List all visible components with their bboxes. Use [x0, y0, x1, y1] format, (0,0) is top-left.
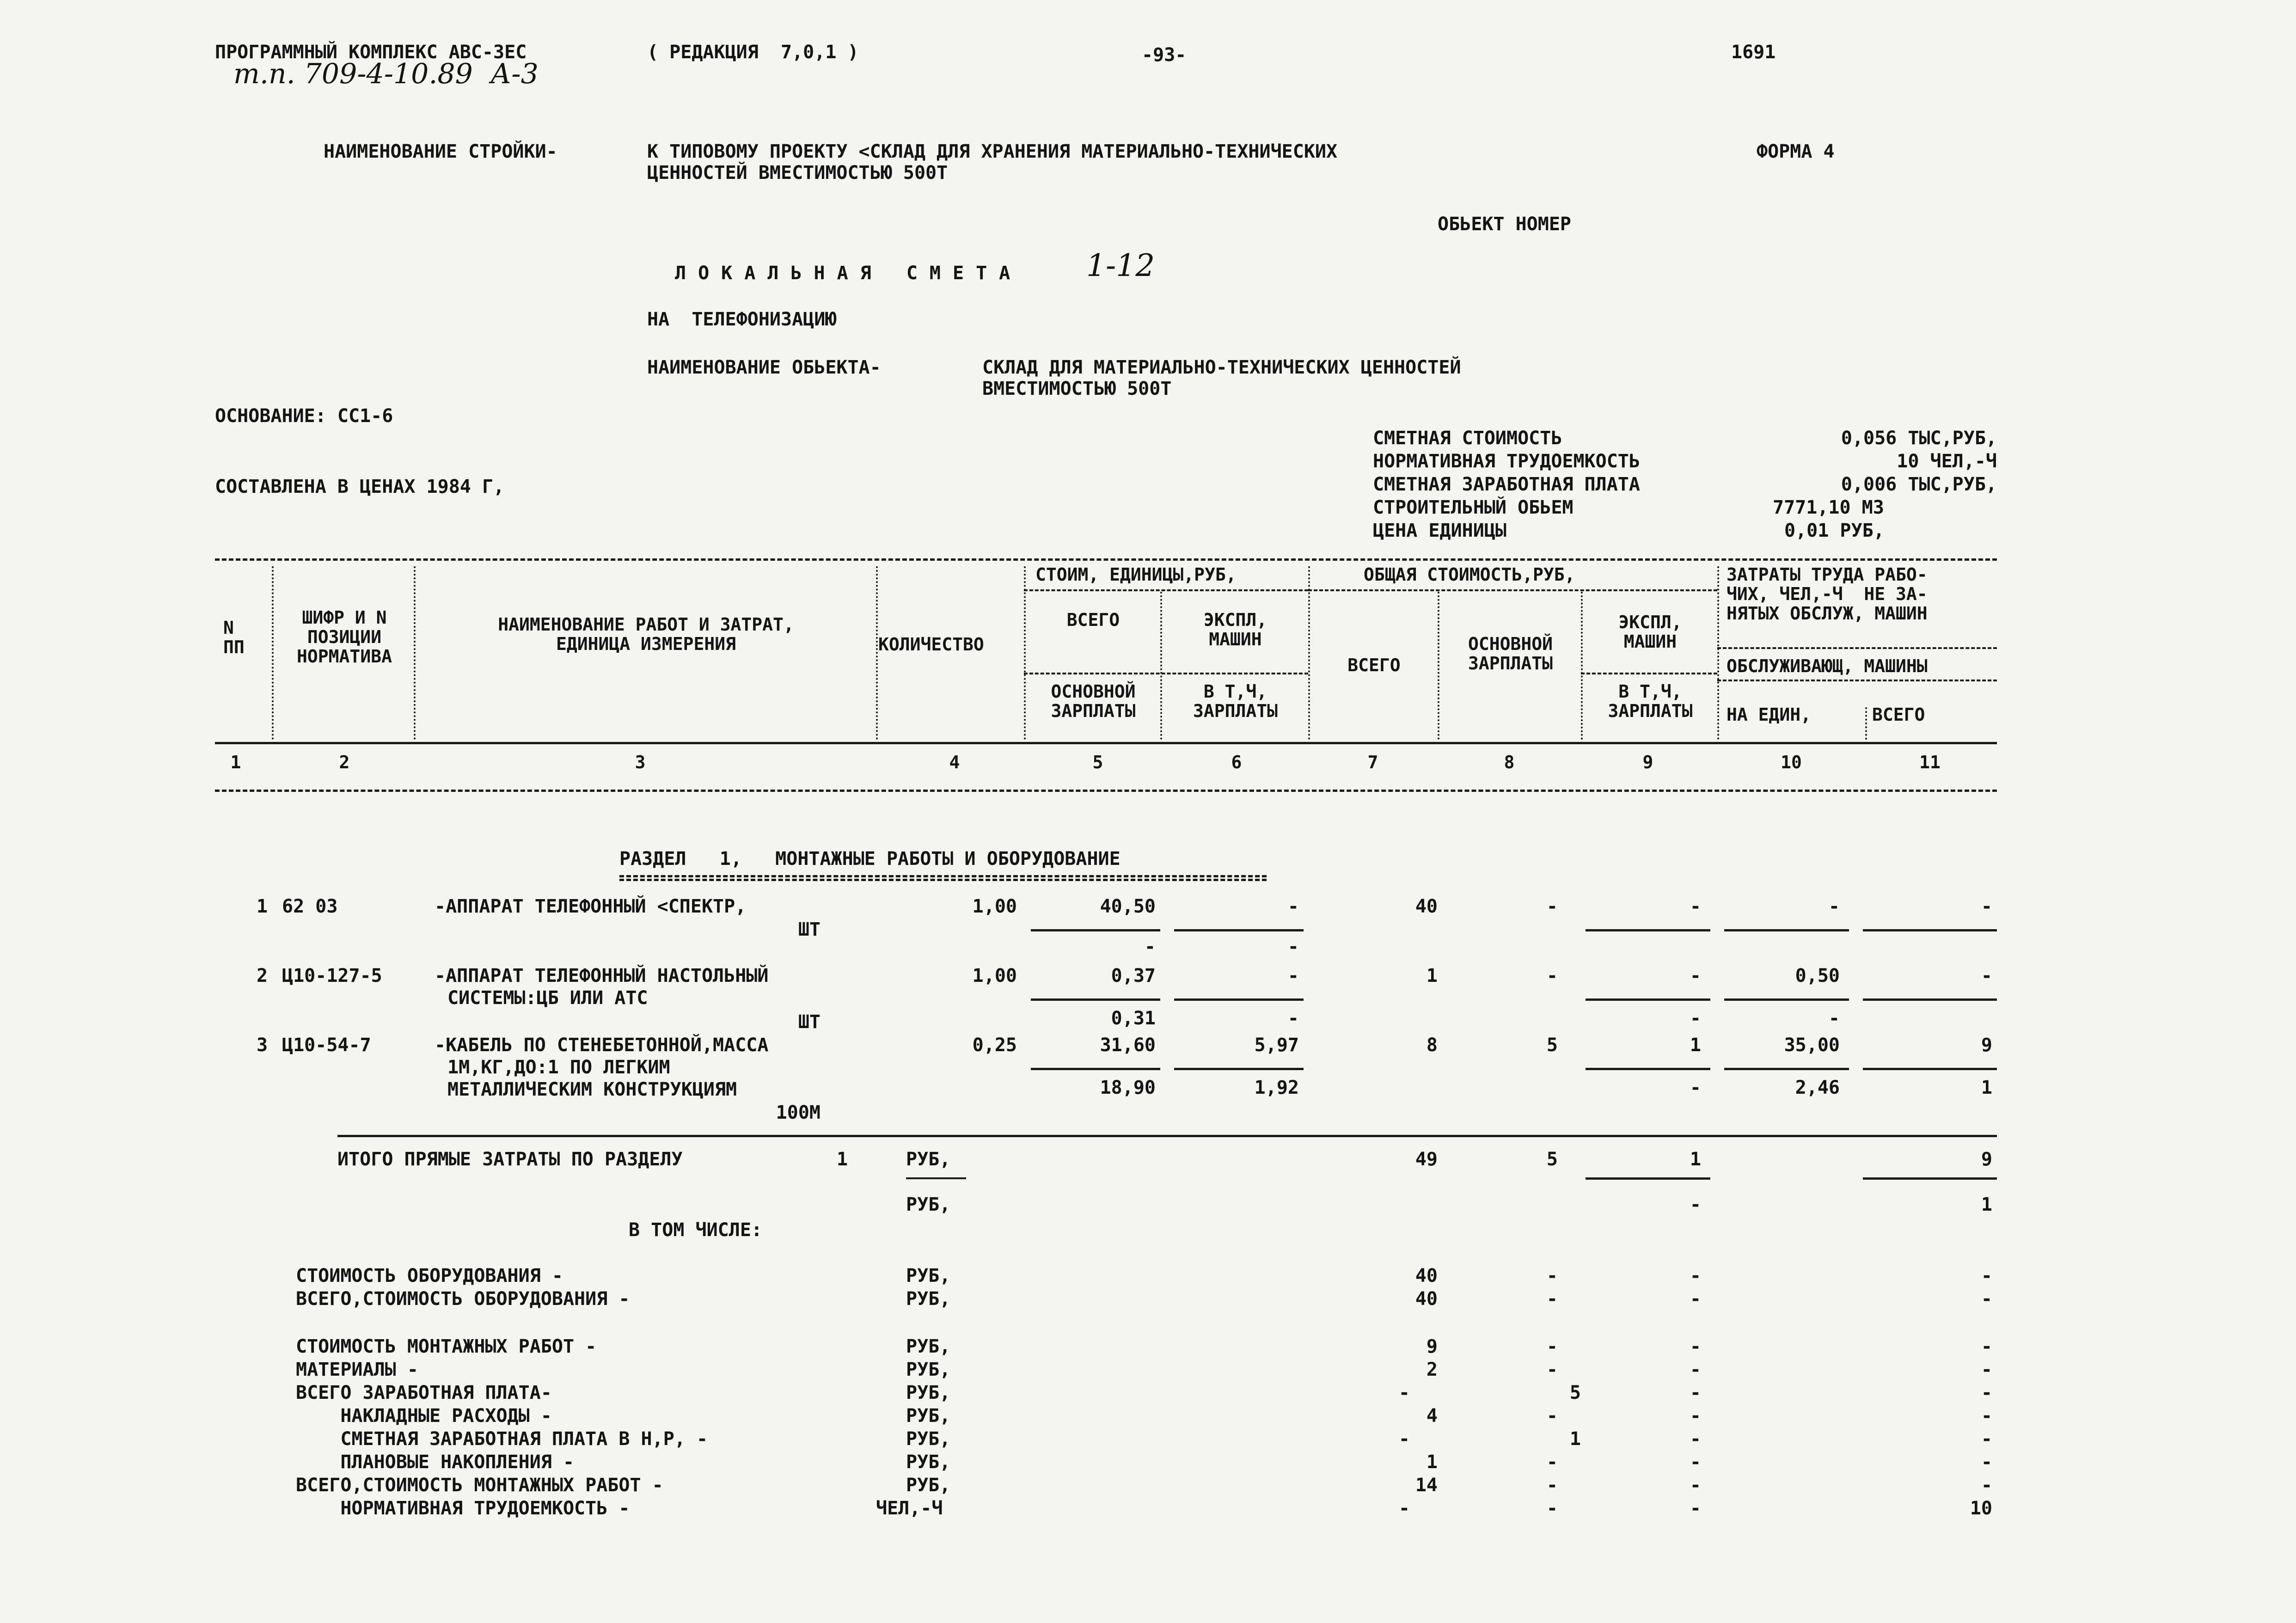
breakdown-total: 14	[1415, 1475, 1438, 1496]
breakdown-labor: -	[1981, 1288, 1992, 1310]
breakdown-wage: -	[1546, 1452, 1558, 1473]
cell-rule	[1031, 1068, 1160, 1070]
breakdown-total: -	[1398, 1428, 1410, 1450]
breakdown-unit: РУБ,	[906, 1265, 951, 1286]
col-head-labor: ЗАТРАТЫ ТРУДА РАБО- ЧИХ, ЧЕЛ,-Ч НЕ ЗА- НЯТЫХ ОБСЛУЖ, МАШИН	[1727, 564, 1928, 624]
row-unit-machines: 5,97	[1254, 1035, 1299, 1056]
breakdown-label: НОРМАТИВНАЯ ТРУДОЕМКОСТЬ -	[296, 1498, 630, 1519]
col-number: 3	[635, 752, 646, 772]
section-underline	[619, 879, 1267, 881]
form-number: ФОРМА 4	[1757, 141, 1835, 162]
cell-rule	[1863, 929, 1997, 931]
header-rule	[1717, 647, 1997, 649]
breakdown-wage: -	[1546, 1498, 1558, 1519]
breakdown-unit: РУБ,	[906, 1428, 951, 1450]
header-rule	[1581, 673, 1717, 674]
row-total: 40	[1415, 896, 1438, 917]
col-head-number: N ПП	[223, 618, 245, 657]
row-total-wage: -	[1546, 965, 1558, 986]
row-unit-wage: 0,31	[1111, 1008, 1156, 1029]
breakdown-wage: 5	[1569, 1382, 1581, 1403]
cell-rule	[1586, 998, 1710, 1001]
col-head-11: ВСЕГО	[1872, 704, 1925, 725]
breakdown-label: ВСЕГО ЗАРАБОТНАЯ ПЛАТА-	[296, 1382, 552, 1403]
breakdown-total: 4	[1426, 1405, 1438, 1427]
header-rule	[1717, 680, 1997, 681]
row-labor-total: -	[1981, 896, 1992, 917]
row-name: -АППАРАТ ТЕЛЕФОННЫЙ НАСТОЛЬНЫЙ	[435, 965, 769, 986]
breakdown-total: 40	[1415, 1265, 1438, 1286]
totals-section-number: 1	[837, 1149, 848, 1170]
object-label: НАИМЕНОВАНИЕ ОБЬЕКТА-	[647, 357, 881, 378]
row-unit-wage: -	[1144, 936, 1156, 957]
row-name: -АППАРАТ ТЕЛЕФОННЫЙ <СПЕКТР,	[435, 896, 747, 917]
breakdown-labor: -	[1981, 1475, 1992, 1496]
breakdown-label: СТОИМОСТЬ ОБОРУДОВАНИЯ -	[296, 1265, 563, 1286]
breakdown-machines: -	[1690, 1288, 1701, 1310]
row-quantity: 1,00	[972, 965, 1017, 986]
breakdown-machines: -	[1690, 1452, 1701, 1473]
row-name: СИСТЕМЫ:ЦБ ИЛИ АТС	[447, 987, 648, 1009]
totals-label: ИТОГО ПРЯМЫЕ ЗАТРАТЫ ПО РАЗДЕЛУ	[337, 1149, 683, 1170]
row-labor-unit: 0,50	[1795, 965, 1840, 986]
breakdown-machines: -	[1690, 1336, 1701, 1357]
summary-value: 0,006 ТЫС,РУБ,	[1841, 474, 1997, 495]
column-divider	[1717, 566, 1719, 740]
page-number: -93-	[1142, 44, 1187, 66]
header-bottom-rule	[215, 742, 1997, 744]
row-total-machines: -	[1690, 965, 1701, 986]
summary-label: СМЕТНАЯ ЗАРАБОТНАЯ ПЛАТА	[1373, 474, 1640, 495]
row-unit-wage: 18,90	[1100, 1077, 1156, 1098]
breakdown-unit: РУБ,	[906, 1382, 951, 1403]
col-head-6-top: ЭКСПЛ, МАШИН	[1203, 610, 1267, 649]
totals-unit-2: РУБ,	[906, 1194, 951, 1215]
breakdown-wage: -	[1546, 1336, 1558, 1357]
col-number: 6	[1231, 752, 1242, 772]
col-head-9-bottom: В Т,Ч, ЗАРПЛАТЫ	[1608, 681, 1693, 721]
col-number: 9	[1642, 752, 1653, 772]
breakdown-unit: РУБ,	[906, 1288, 951, 1310]
header-rule	[1308, 589, 1717, 591]
column-divider	[1438, 592, 1439, 740]
row-quantity: 1,00	[972, 896, 1017, 917]
breakdown-labor: -	[1981, 1359, 1992, 1380]
row-number: 1	[257, 896, 268, 917]
row-total-machines: 1	[1690, 1035, 1701, 1056]
breakdown-unit: РУБ,	[906, 1405, 951, 1427]
col-number: 2	[339, 752, 350, 772]
column-number-rule	[215, 790, 1997, 792]
row-unit-machine-wage: -	[1287, 1008, 1299, 1029]
breakdown-labor: -	[1981, 1405, 1992, 1427]
summary-value: 10 ЧЕЛ,-Ч	[1897, 451, 1997, 472]
cell-rule	[1586, 1177, 1710, 1180]
col-number: 11	[1919, 752, 1941, 772]
column-divider	[272, 566, 274, 740]
row-labor-total: -	[1981, 965, 1992, 986]
program-name: ПРОГРАММНЫЙ КОМПЛЕКС АВС-3ЕС	[215, 42, 527, 63]
column-divider	[1308, 566, 1310, 740]
header-rule	[1024, 589, 1308, 591]
sheet-number: 1691	[1731, 42, 1776, 63]
row-total-machine-wage: -	[1690, 1008, 1701, 1029]
row-unit-machines: -	[1287, 965, 1299, 986]
summary-label: СТРОИТЕЛЬНЫЙ ОБЬЕМ	[1373, 497, 1574, 518]
cell-rule	[1174, 1068, 1304, 1070]
cell-rule	[1586, 1068, 1710, 1070]
row-number: 2	[257, 965, 268, 986]
col-number: 10	[1781, 752, 1802, 772]
breakdown-labor: -	[1981, 1428, 1992, 1450]
col-head-5-bottom: ОСНОВНОЙ ЗАРПЛАТЫ	[1051, 681, 1136, 721]
estimate-title: ЛОКАЛЬНАЯ СМЕТА	[675, 263, 1022, 284]
col-number: 8	[1504, 752, 1515, 772]
object-number-label: ОБЬЕКТ НОМЕР	[1438, 214, 1571, 235]
row-labor-unit-machine: -	[1828, 1008, 1840, 1029]
breakdown-wage: -	[1546, 1265, 1558, 1286]
construction-line-2: ЦЕННОСТЕЙ ВМЕСТИМОСТЬЮ 500Т	[647, 162, 948, 184]
column-divider	[1024, 566, 1026, 740]
cell-rule	[1174, 929, 1304, 931]
totals-machines: 1	[1690, 1149, 1701, 1170]
row-labor-total-machine: 1	[1981, 1077, 1992, 1098]
section-title: РАЗДЕЛ 1, МОНТАЖНЫЕ РАБОТЫ И ОБОРУДОВАНИЕ	[619, 848, 1120, 870]
col-head-name: НАИМЕНОВАНИЕ РАБОТ И ЗАТРАТ, ЕДИНИЦА ИЗМЕРЕНИЯ	[498, 614, 794, 654]
breakdown-unit: РУБ,	[906, 1475, 951, 1496]
breakdown-wage: 1	[1569, 1428, 1581, 1450]
totals-labor-machine: 1	[1981, 1194, 1992, 1215]
col-number: 7	[1367, 752, 1378, 772]
totals-including: В ТОМ ЧИСЛЕ:	[629, 1219, 762, 1241]
breakdown-machines: -	[1690, 1265, 1701, 1286]
cell-rule	[1174, 998, 1304, 1001]
cell-rule	[906, 1177, 966, 1179]
totals-machine-wage: -	[1690, 1194, 1701, 1215]
row-total: 8	[1426, 1035, 1438, 1056]
breakdown-total: 40	[1415, 1288, 1438, 1310]
row-number: 3	[257, 1035, 268, 1056]
breakdown-total: -	[1398, 1382, 1410, 1403]
construction-label: НАИМЕНОВАНИЕ СТРОЙКИ-	[324, 141, 557, 162]
row-quantity: 0,25	[972, 1035, 1017, 1056]
breakdown-machines: -	[1690, 1428, 1701, 1450]
breakdown-labor: -	[1981, 1382, 1992, 1403]
breakdown-wage: -	[1546, 1475, 1558, 1496]
col-head-9-top: ЭКСПЛ, МАШИН	[1618, 612, 1682, 652]
col-head-5-top: ВСЕГО	[1066, 610, 1120, 630]
row-unit-machine-wage: 1,92	[1254, 1077, 1299, 1098]
cell-rule	[1863, 1177, 1997, 1180]
summary-label: НОРМАТИВНАЯ ТРУДОЕМКОСТЬ	[1373, 451, 1640, 472]
row-unit-total: 31,60	[1100, 1035, 1156, 1056]
col-head-unit-cost: СТОИМ, ЕДИНИЦЫ,РУБ,	[1035, 564, 1237, 585]
breakdown-machines: -	[1690, 1405, 1701, 1427]
row-total-wage: -	[1546, 896, 1558, 917]
breakdown-label: ПЛАНОВЫЕ НАКОПЛЕНИЯ -	[296, 1452, 575, 1473]
totals-labor: 9	[1981, 1149, 1992, 1170]
cell-rule	[1863, 1068, 1997, 1070]
breakdown-unit: РУБ,	[906, 1336, 951, 1357]
col-number: 1	[230, 752, 241, 772]
col-head-labor-sub: ОБСЛУЖИВАЮЩ, МАШИНЫ	[1727, 656, 1928, 676]
row-unit: 100М	[776, 1102, 820, 1123]
column-divider	[876, 566, 878, 740]
col-head-10: НА ЕДИН,	[1727, 704, 1812, 725]
col-head-quantity: КОЛИЧЕСТВО	[878, 634, 984, 655]
row-unit-total: 40,50	[1100, 896, 1156, 917]
breakdown-wage: -	[1546, 1405, 1558, 1427]
row-code: 62 03	[282, 896, 338, 917]
breakdown-unit: РУБ,	[906, 1359, 951, 1380]
edition: ( РЕДАКЦИЯ 7,0,1 )	[647, 42, 859, 63]
breakdown-wage: -	[1546, 1359, 1558, 1380]
column-divider	[1865, 707, 1867, 740]
column-divider	[1160, 592, 1162, 740]
price-basis: СОСТАВЛЕНА В ЦЕНАХ 1984 Г,	[215, 476, 505, 497]
row-name: -КАБЕЛЬ ПО СТЕНЕБЕТОННОЙ,МАССА	[435, 1035, 769, 1056]
row-unit: ШТ	[798, 1011, 820, 1033]
col-number: 5	[1092, 752, 1103, 772]
col-head-7: ВСЕГО	[1347, 655, 1401, 675]
breakdown-labor: -	[1981, 1265, 1992, 1286]
col-head-6-bottom: В Т,Ч, ЗАРПЛАТЫ	[1193, 681, 1278, 721]
row-name: 1М,КГ,ДО:1 ПО ЛЕГКИМ	[447, 1057, 670, 1078]
row-labor-unit: 35,00	[1784, 1035, 1840, 1056]
breakdown-total: 1	[1426, 1452, 1438, 1473]
breakdown-machines: -	[1690, 1382, 1701, 1403]
cell-rule	[1724, 1068, 1849, 1070]
breakdown-label: ВСЕГО,СТОИМОСТЬ МОНТАЖНЫХ РАБОТ -	[296, 1475, 663, 1496]
breakdown-label: МАТЕРИАЛЫ -	[296, 1359, 418, 1380]
breakdown-wage: -	[1546, 1288, 1558, 1310]
totals-total: 49	[1415, 1149, 1438, 1170]
breakdown-machines: -	[1690, 1498, 1701, 1519]
breakdown-unit: ЧЕЛ,-Ч	[876, 1498, 943, 1519]
breakdown-label: СМЕТНАЯ ЗАРАБОТНАЯ ПЛАТА В Н,Р, -	[296, 1428, 708, 1450]
col-number: 4	[949, 752, 960, 772]
estimate-purpose: НА ТЕЛЕФОНИЗАЦИЮ	[647, 309, 837, 330]
column-divider	[1581, 592, 1583, 740]
breakdown-unit: РУБ,	[906, 1452, 951, 1473]
row-code: Ц10-127-5	[282, 965, 382, 986]
breakdown-total: -	[1398, 1498, 1410, 1519]
breakdown-total: 2	[1426, 1359, 1438, 1380]
totals-top-rule	[337, 1135, 1997, 1137]
breakdown-labor: 10	[1970, 1498, 1992, 1519]
cell-rule	[1724, 998, 1849, 1001]
summary-value: 0,056 ТЫС,РУБ,	[1841, 428, 1997, 449]
cell-rule	[1863, 998, 1997, 1001]
row-unit-machine-wage: -	[1287, 936, 1299, 957]
object-line-1: СКЛАД ДЛЯ МАТЕРИАЛЬНО-ТЕХНИЧЕСКИХ ЦЕННОСТЕЙ	[982, 357, 1461, 378]
row-unit-machines: -	[1287, 896, 1299, 917]
object-line-2: ВМЕСТИМОСТЬЮ 500Т	[982, 378, 1172, 399]
section-underline	[619, 875, 1267, 877]
summary-label: ЦЕНА ЕДИНИЦЫ	[1373, 520, 1506, 541]
breakdown-label: НАКЛАДНЫЕ РАСХОДЫ -	[296, 1405, 552, 1427]
row-unit: ШТ	[798, 919, 820, 940]
row-code: Ц10-54-7	[282, 1035, 371, 1056]
breakdown-labor: -	[1981, 1336, 1992, 1357]
row-labor-unit: -	[1828, 896, 1840, 917]
col-head-total-cost: ОБЩАЯ СТОИМОСТЬ,РУБ,	[1364, 564, 1575, 585]
row-name: МЕТАЛЛИЧЕСКИМ КОНСТРУКЦИЯМ	[447, 1079, 737, 1100]
row-labor-unit-machine: 2,46	[1795, 1077, 1840, 1098]
handwritten-estimate-number: 1-12	[1086, 248, 1155, 283]
row-labor-total: 9	[1981, 1035, 1992, 1056]
construction-line-1: К ТИПОВОМУ ПРОЕКТУ <СКЛАД ДЛЯ ХРАНЕНИЯ МАТЕРИАЛЬНО-ТЕХНИЧЕСКИХ	[647, 141, 1338, 162]
row-total-machine-wage: -	[1690, 1077, 1701, 1098]
col-head-code: ШИФР И N ПОЗИЦИИ НОРМАТИВА	[297, 607, 392, 667]
column-divider	[414, 566, 416, 740]
breakdown-label: СТОИМОСТЬ МОНТАЖНЫХ РАБОТ -	[296, 1336, 597, 1357]
totals-wage: 5	[1546, 1149, 1558, 1170]
summary-value: 7771,10 М3	[1773, 497, 1884, 518]
cell-rule	[1586, 929, 1710, 931]
totals-unit: РУБ,	[906, 1149, 951, 1170]
breakdown-machines: -	[1690, 1475, 1701, 1496]
row-unit-total: 0,37	[1111, 965, 1156, 986]
cell-rule	[1031, 929, 1160, 931]
basis: ОСНОВАНИЕ: СС1-6	[215, 405, 393, 427]
handwritten-project-ref: т.п. 709-4-10.89 А-3	[233, 58, 539, 90]
summary-value: 0,01 РУБ,	[1784, 520, 1885, 541]
breakdown-labor: -	[1981, 1452, 1992, 1473]
breakdown-total: 9	[1426, 1336, 1438, 1357]
col-head-8: ОСНОВНОЙ ЗАРПЛАТЫ	[1468, 634, 1553, 674]
summary-label: СМЕТНАЯ СТОИМОСТЬ	[1373, 428, 1562, 449]
cell-rule	[1031, 998, 1160, 1001]
breakdown-machines: -	[1690, 1359, 1701, 1380]
header-rule	[1024, 673, 1308, 674]
row-total-machines: -	[1690, 896, 1701, 917]
row-total-wage: 5	[1546, 1035, 1558, 1056]
cell-rule	[1724, 929, 1849, 931]
table-top-rule	[215, 558, 1997, 561]
row-total: 1	[1426, 965, 1438, 986]
breakdown-label: ВСЕГО,СТОИМОСТЬ ОБОРУДОВАНИЯ -	[296, 1288, 630, 1310]
